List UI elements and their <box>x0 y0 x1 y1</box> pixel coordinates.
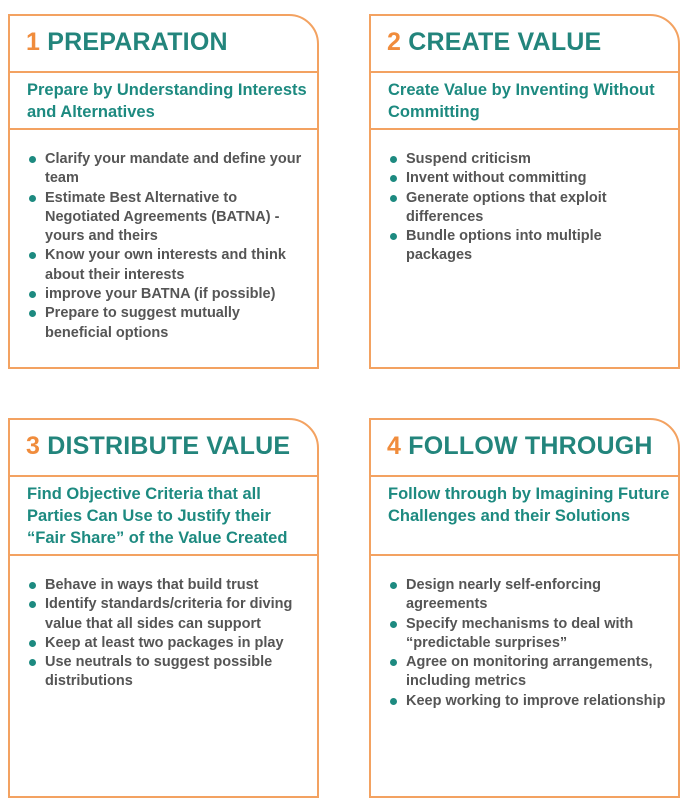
bullet-item: Invent without committing <box>388 169 666 188</box>
bullet-item: Know your own interests and think about their interests <box>27 246 305 285</box>
step-number: 2 <box>387 28 402 56</box>
bullet-item: Generate options that exploit differences <box>388 189 666 228</box>
card-subtitle: Follow through by Imagining Future Challenges and their Solutions <box>371 475 678 556</box>
bullet-item: Bundle options into multiple packages <box>388 227 666 266</box>
bullet-list <box>371 130 678 266</box>
bullet-list <box>371 556 678 711</box>
step-title: DISTRIBUTE VALUE <box>47 432 291 460</box>
bullet-item: Behave in ways that build trust <box>27 576 305 595</box>
bullet-list <box>10 556 317 692</box>
bullet-item: Clarify your mandate and define your team <box>27 150 305 189</box>
step-title: PREPARATION <box>47 28 228 56</box>
bullet-item: Keep at least two packages in play <box>27 634 305 653</box>
card-title <box>371 16 678 71</box>
bullet-item: improve your BATNA (if possible) <box>27 285 305 304</box>
bullet-item: Use neutrals to suggest possible distributions <box>27 653 305 692</box>
step-title: FOLLOW THROUGH <box>408 432 653 460</box>
bullet-item: Keep working to improve relationship <box>388 692 666 711</box>
bullet-item: Identify standards/criteria for diving value that all sides can support <box>27 595 305 634</box>
bullet-item: Prepare to suggest mutually beneficial options <box>27 304 305 343</box>
card-distribute-value <box>8 418 319 798</box>
card-create-value <box>369 14 680 369</box>
bullet-item: Specify mechanisms to deal with “predictable surprises” <box>388 615 666 654</box>
card-subtitle: Create Value by Inventing Without Committing <box>371 71 678 130</box>
card-preparation <box>8 14 319 369</box>
card-subtitle: Find Objective Criteria that all Parties Can Use to Justify their “Fair Share” of the Value Created <box>10 475 317 556</box>
bullet-item: Estimate Best Alternative to Negotiated Agreements (BATNA) - yours and theirs <box>27 189 305 247</box>
card-subtitle: Prepare by Understanding Interests and Alternatives <box>10 71 317 130</box>
step-number: 4 <box>387 432 402 460</box>
bullet-item: Design nearly self-enforcing agreements <box>388 576 666 615</box>
bullet-item: Agree on monitoring arrangements, including metrics <box>388 653 666 692</box>
card-title <box>10 16 317 71</box>
step-title: CREATE VALUE <box>408 28 602 56</box>
card-title <box>10 420 317 475</box>
step-number: 3 <box>26 432 41 460</box>
card-title <box>371 420 678 475</box>
bullet-item: Suspend criticism <box>388 150 666 169</box>
card-follow-through <box>369 418 680 798</box>
step-number: 1 <box>26 28 41 56</box>
bullet-list <box>10 130 317 343</box>
